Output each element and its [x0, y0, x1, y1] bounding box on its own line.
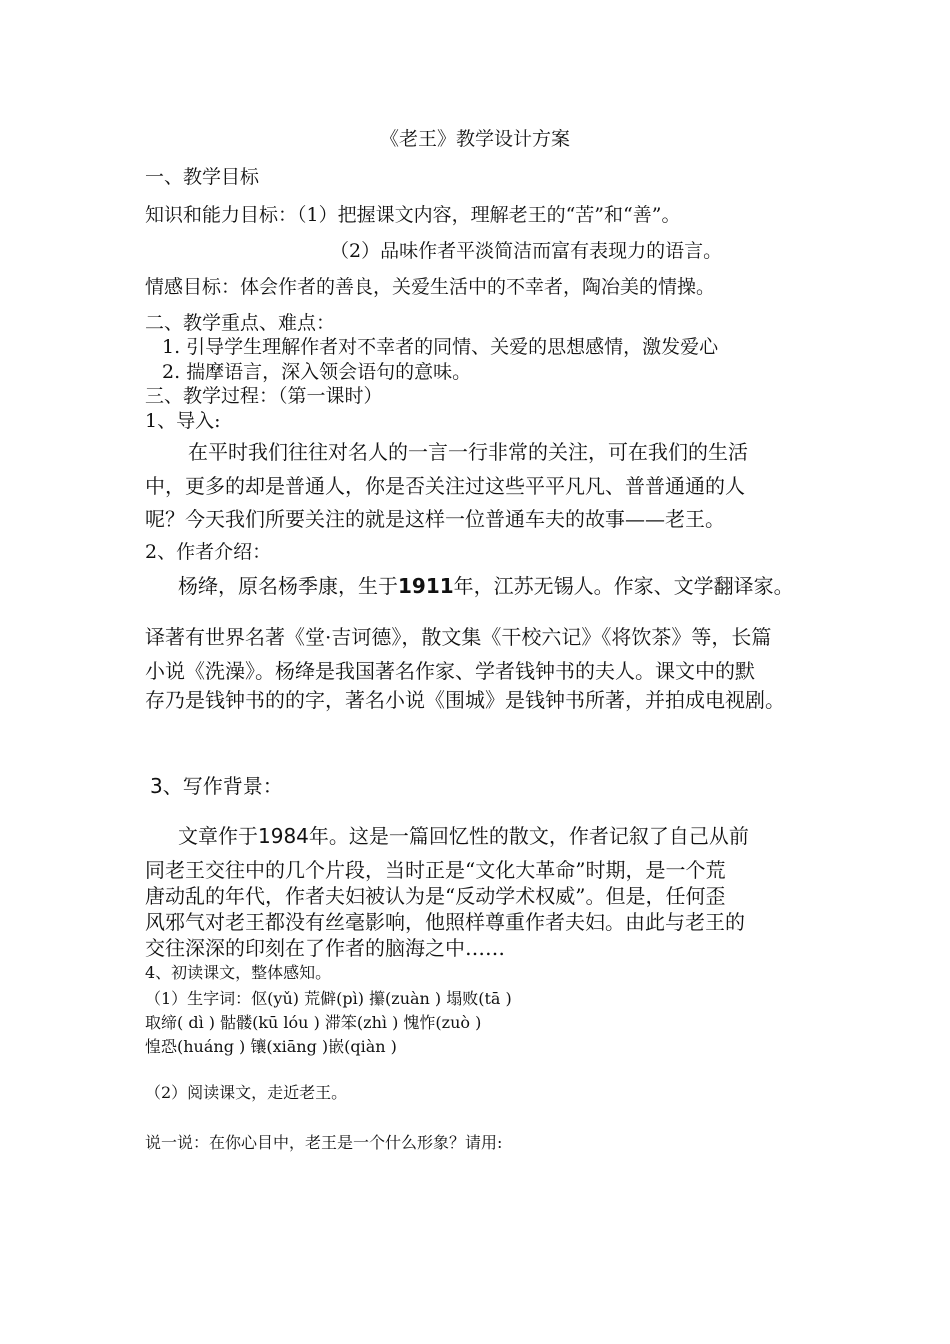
intro-heading: 1、导入: [145, 410, 221, 432]
vocab-line-2: 取缔( dì ) 骷髅(kū lóu ) 滞笨(zhì ) 愧怍(zuò ) [145, 1013, 482, 1032]
knowledge-objective-2: （2）品味作者平淡简洁而富有表现力的语言。 [330, 240, 723, 262]
key-point-2: 2. 揣摩语言，深入领会语句的意味。 [162, 361, 472, 383]
section-heading-objectives: 一、教学目标 [145, 166, 260, 188]
author-line-2: 译著有世界名著《堂·吉诃德》，散文集《干校六记》《将饮茶》等，长篇 [145, 625, 772, 649]
background-line-1b: 年。这是一篇回忆性的散文，作者记叙了自己从前 [308, 824, 749, 848]
background-line-4: 风邪气对老王都没有丝毫影响，他照样尊重作者夫妇。由此与老王的 [145, 910, 745, 934]
document-title: 《老王》教学设计方案 [379, 128, 570, 150]
knowledge-objective: 知识和能力目标：（1）把握课文内容，理解老王的“苦”和“善”。 [145, 204, 681, 226]
background-line-1 [178, 820, 749, 849]
author-line-1b: 年，江苏无锡人。作家、文学翻译家。 [453, 574, 794, 598]
discussion-prompt: 说一说：在你心目中，老王是一个什么形象？请用: [145, 1133, 503, 1152]
written-year: 1984 [258, 824, 309, 848]
first-reading-heading: 4、初读课文，整体感知。 [145, 963, 332, 982]
section-heading-key-points: 二、教学重点、难点： [145, 312, 336, 334]
vocab-line-1: （1）生字词：伛(yǔ) 荒僻(pì) 攥(zuàn ) 塌败(tā ) [145, 989, 512, 1008]
intro-line-1: 在平时我们往往对名人的一言一行非常的关注，可在我们的生活 [188, 440, 748, 464]
background-line-5: 交往深深的印刻在了作者的脑海之中…… [145, 936, 505, 960]
author-line-3: 小说《洗澡》。杨绛是我国著名作家、学者钱钟书的夫人。课文中的默 [145, 659, 755, 683]
intro-line-2: 中，更多的却是普通人，你是否关注过这些平平凡凡、普普通通的人 [145, 474, 745, 498]
section-heading-process: 三、教学过程：（第一课时） [145, 385, 383, 407]
vocab-line-3: 惶恐(huáng ) 镶(xiāng )嵌(qiàn ) [145, 1037, 397, 1056]
background-heading-text: 、写作背景： [162, 774, 283, 798]
author-heading: 2、作者介绍： [145, 541, 272, 563]
author-line-1a: 杨绛，原名杨季康，生于 [178, 574, 398, 598]
intro-line-3: 呢？今天我们所要关注的就是这样一位普通车夫的故事——老王。 [145, 507, 725, 531]
author-line-4: 存乃是钱钟书的的字，著名小说《围城》是钱钟书所著，并拍成电视剧。 [145, 688, 785, 712]
background-heading [150, 770, 283, 799]
birth-year: 1911 [398, 574, 454, 598]
background-line-3: 唐动乱的年代，作者夫妇被认为是“反动学术权威”。但是，任何歪 [145, 884, 726, 908]
background-line-1a: 文章作于 [178, 824, 258, 848]
reading-task: （2）阅读课文，走近老王。 [145, 1083, 348, 1102]
key-point-1: 1. 引导学生理解作者对不幸者的同情、关爱的思想感情，激发爱心 [162, 336, 719, 358]
author-line-1 [178, 570, 794, 599]
emotion-objective: 情感目标：体会作者的善良，关爱生活中的不幸者，陶冶美的情操。 [145, 276, 716, 298]
background-heading-num: 3 [150, 774, 163, 798]
background-line-2: 同老王交往中的几个片段，当时正是“文化大革命”时期，是一个荒 [145, 858, 726, 882]
